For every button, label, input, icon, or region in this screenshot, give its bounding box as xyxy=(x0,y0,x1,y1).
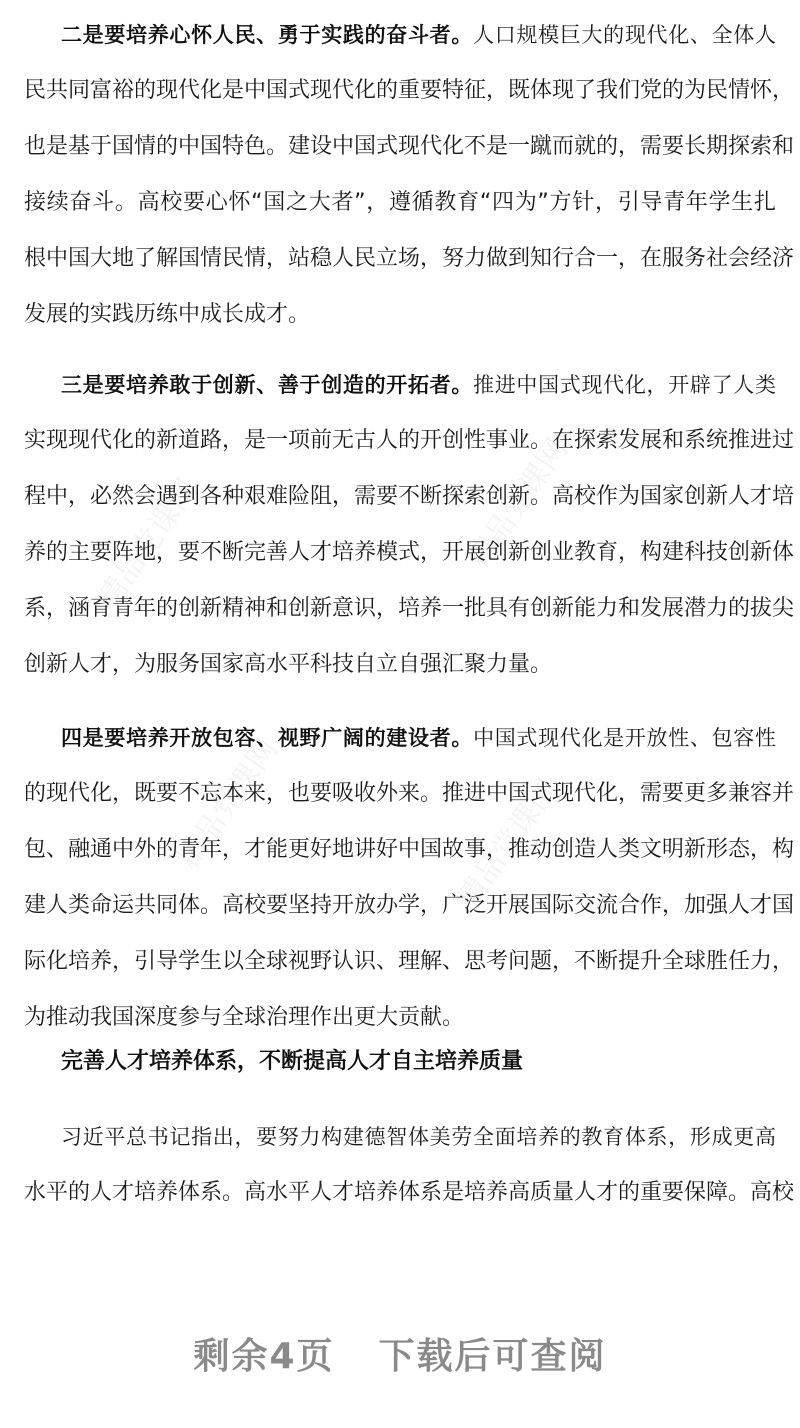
paragraph-3-line: 包、融通中外的青年，才能更好地讲好中国故事，推动创造人类文明新形态，构 xyxy=(24,837,795,862)
paragraph-3-lead: 四是要培养开放包容、视野广阔的建设者。 xyxy=(61,726,474,750)
paragraph-1-line xyxy=(61,19,776,51)
paragraph-1-line: 根中国大地了解国情民情，站稳人民立场，努力做到知行合一，在服务社会经济 xyxy=(24,246,795,271)
watermark: 精品党课网 xyxy=(170,732,286,876)
paragraph-2-lead: 三是要培养敢于创新、善于创造的开拓者。 xyxy=(61,373,474,397)
paragraph-3-line: 建人类命运共同体。高校要坚持开放办学，广泛开展国际交流合作，加强人才国 xyxy=(24,893,795,918)
paragraph-3-line: 的现代化，既要不忘本来，也要吸收外来。推进中国式现代化，需要更多兼容并 xyxy=(24,781,795,806)
watermark: 精品党课网 xyxy=(460,432,576,576)
paragraph-2-text: 推进中国式现代化，开辟了人类 xyxy=(473,373,776,397)
paragraph-3-line xyxy=(61,722,776,754)
paragraph-2-line: 系，涵育青年的创新精神和创新意识，培养一批具有创新能力和发展潜力的拔尖 xyxy=(24,596,795,621)
paragraph-1-line: 发展的实践历练中成长成才。 xyxy=(24,302,311,327)
paragraph-1-line: 接续奋斗。高校要心怀“国之大者”，遵循教育“四为”方针，引导青年学生扎 xyxy=(24,190,776,215)
download-to-view-link[interactable]: 下载后可查阅 xyxy=(378,1336,607,1377)
section-heading: 完善人才培养体系，不断提高人才自主培养质量 xyxy=(61,1049,524,1074)
paragraph-2-line: 程中，必然会遇到各种艰难险阻，需要不断探索创新。高校作为国家创新人才培 xyxy=(24,484,795,509)
watermark: 精品党课网 xyxy=(450,772,566,916)
remaining-pages-label: 剩余4页 xyxy=(193,1336,335,1377)
paragraph-1-line: 民共同富裕的现代化是中国式现代化的重要特征，既体现了我们党的为民情怀， xyxy=(24,78,795,103)
paragraph-1-text: 人口规模巨大的现代化、全体人 xyxy=(473,23,776,47)
paragraph-1-lead: 二是要培养心怀人民、勇于实践的奋斗者。 xyxy=(61,23,474,47)
paragraph-4-line: 习近平总书记指出，要努力构建德智体美劳全面培养的教育体系，形成更高 xyxy=(61,1125,776,1149)
paragraph-3-text: 中国式现代化是开放性、包容性 xyxy=(473,726,776,750)
paragraph-3-line: 际化培养，引导学生以全球视野认识、理解、思考问题，不断提升全球胜任力， xyxy=(24,949,795,974)
paragraph-2-line: 养的主要阵地，要不断完善人才培养模式，开展创新创业教育，构建科技创新体 xyxy=(24,540,795,565)
paragraph-4-line: 水平的人才培养体系。高水平人才培养体系是培养高质量人才的重要保障。高校 xyxy=(24,1180,795,1205)
paragraph-1-line: 也是基于国情的中国特色。建设中国式现代化不是一蹴而就的，需要长期探索和 xyxy=(24,134,795,159)
watermark: 精品党课网 xyxy=(90,472,206,616)
paragraph-3-line: 为推动我国深度参与全球治理作出更大贡献。 xyxy=(24,1005,465,1030)
paragraph-2-line xyxy=(61,369,776,401)
download-prompt[interactable] xyxy=(0,1328,800,1379)
paragraph-2-line: 创新人才，为服务国家高水平科技自立自强汇聚力量。 xyxy=(24,652,553,677)
paragraph-2-line: 实现现代化的新道路，是一项前无古人的开创性事业。在探索发展和系统推进过 xyxy=(24,428,795,453)
